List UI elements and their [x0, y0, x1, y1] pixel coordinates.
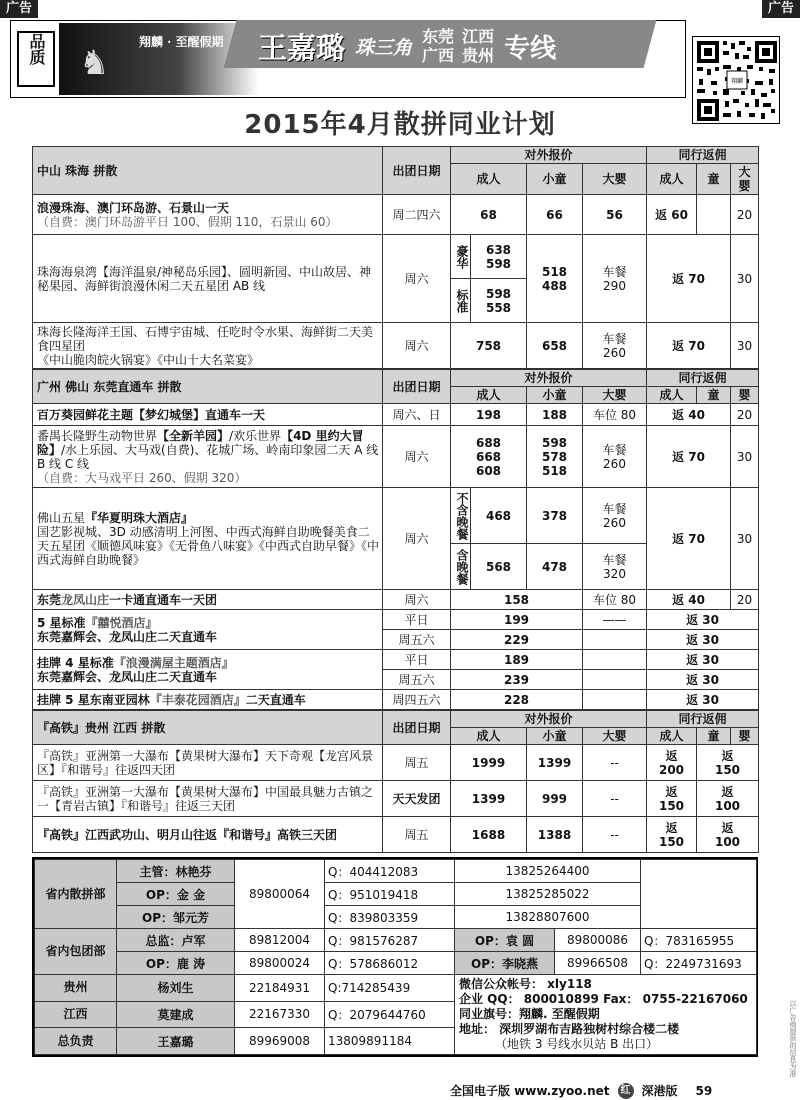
adult-price: 68 — [451, 195, 527, 235]
logo-text: 翔麟 · 至醒假期 — [139, 35, 224, 49]
table-row — [33, 195, 759, 235]
adult-price: 758 — [451, 323, 527, 369]
contact-role: OP：袁 圆 — [455, 929, 555, 952]
region-label: 总负责 — [35, 1028, 117, 1055]
infant-price: 车位 80 — [583, 404, 647, 426]
empty-cell — [641, 860, 757, 929]
ad-label-left: 广告 — [0, 0, 38, 18]
company-qq-fax: 企业 QQ： 800010899 Fax： 0755-22167060 — [459, 992, 748, 1006]
infant-price: 车餐 260 — [583, 323, 647, 369]
contact-qq: Q：2249731693 — [641, 952, 757, 975]
contact-role: OP：李晓燕 — [455, 952, 555, 975]
route-item: 贵州 — [462, 46, 495, 65]
badge-icon: 红 — [618, 1083, 634, 1099]
brand-name: 王嘉璐 — [258, 30, 346, 65]
contact-tel: 89800064 — [235, 860, 325, 929]
rebate-adult: 返 70 — [647, 426, 731, 488]
adult-price: 1999 — [451, 745, 527, 781]
rebate-adult: 返 30 — [647, 650, 759, 670]
rebate-adult: 返 70 — [647, 323, 731, 369]
infant-price: -- — [583, 781, 647, 817]
infant-price: -- — [583, 745, 647, 781]
price-column-header: 对外报价 — [451, 711, 647, 728]
col-rebate-adult: 成人 — [647, 728, 697, 745]
rebate-infant: 20 — [731, 590, 759, 610]
date-cell: 周六 — [383, 488, 451, 590]
date-cell: 周六 — [383, 426, 451, 488]
dept-label: 省内包团部 — [35, 929, 117, 975]
col-child: 小童 — [527, 387, 583, 404]
contact-qq: Q:714285439 — [325, 975, 455, 1002]
rebate-adult: 返 40 — [647, 590, 731, 610]
table-guangzhou-foshan — [32, 369, 759, 710]
child-price: 66 — [527, 195, 583, 235]
infant-price: —— — [583, 610, 647, 630]
col-child: 小童 — [527, 728, 583, 745]
contact-tel: 22184931 — [235, 975, 325, 1002]
infant-price — [583, 670, 647, 690]
side-note: 以广告商提供的信息为准 — [789, 1000, 797, 1077]
contact-name: 杨刘生 — [117, 975, 235, 1002]
table-high-speed-rail — [32, 710, 759, 853]
contact-tel: 89800024 — [235, 952, 325, 975]
contact-name: 王嘉璐 — [117, 1028, 235, 1055]
route-cell: 佛山五星『华夏明珠大酒店』 国艺影视城、3D 动感清明上河图、中西式海鲜自助晚餐美食二天五星团《顺德风味宴》《无骨鱼八味宴》《中西式自助早餐》《中西式海鲜自助晚餐》 — [33, 488, 383, 590]
option-label: 不含晚餐 — [451, 488, 471, 544]
route-cell: 珠海海泉湾【海洋温泉/神秘岛乐园】、圆明新园、中山故居、神秘果园、海鲜街浪漫休闲二天五星团 AB 线 — [33, 235, 383, 323]
date-cell: 周五 — [383, 745, 451, 781]
rebate-adult: 返 60 — [647, 195, 697, 235]
contact-role: OP：邹元芳 — [117, 906, 235, 929]
table-row — [33, 590, 759, 610]
infant-price: 56 — [583, 195, 647, 235]
col-infant: 大婴 — [583, 387, 647, 404]
date-cell: 周六、日 — [383, 404, 451, 426]
infant-price: 车餐 320 — [583, 544, 647, 590]
footer-site-link[interactable]: 全国电子版 www.zyoo.net — [450, 1084, 610, 1098]
adult-price: 598 558 — [471, 279, 527, 323]
contact-role: OP：金 金 — [117, 883, 235, 906]
rebate-adult: 返 150 — [647, 781, 697, 817]
child-price: 188 — [527, 404, 583, 426]
route-cell: 挂牌 5 星东南亚园林『丰泰花园酒店』二天直通车 — [33, 690, 383, 710]
col-adult: 成人 — [451, 387, 527, 404]
rebate-infant: 20 — [731, 195, 759, 235]
adult-price: 229 — [451, 630, 583, 650]
wechat-account: 微信公众帐号： xly118 — [459, 977, 592, 991]
rebate-adult: 返 30 — [647, 630, 759, 650]
contact-role: OP：鹿 涛 — [117, 952, 235, 975]
price-tables — [32, 146, 758, 853]
infant-price: 车餐 260 — [583, 426, 647, 488]
page-title: 2015年4月散拼同业计划 — [244, 110, 556, 140]
date-cell: 周六 — [383, 235, 451, 323]
contact-name: 莫建成 — [117, 1001, 235, 1028]
section-title: 『高铁』贵州 江西 拼散 — [33, 711, 383, 745]
rebate-adult: 返 30 — [647, 670, 759, 690]
adult-price: 468 — [471, 488, 527, 544]
adult-price: 239 — [451, 670, 583, 690]
child-price: 378 — [527, 488, 583, 544]
adult-price: 158 — [451, 590, 583, 610]
child-price: 598 578 518 — [527, 426, 583, 488]
child-price: 1399 — [527, 745, 583, 781]
rebate-column-header: 同行返佣 — [647, 370, 759, 387]
infant-price: 车位 80 — [583, 590, 647, 610]
rebate-adult: 返 150 — [647, 817, 697, 853]
rebate-column-header: 同行返佣 — [647, 711, 759, 728]
contact-tel: 89800086 — [555, 929, 641, 952]
table-row — [33, 488, 759, 544]
route-cell: 『高铁』亚洲第一大瀑布【黄果树大瀑布】天下奇观【龙宫风景区】『和谐号』往返四天团 — [33, 745, 383, 781]
col-rebate-child: 童 — [697, 387, 731, 404]
route-cell: 5 星标准『囍悦酒店』 东莞嘉辉会、龙凤山庄二天直通车 — [33, 610, 383, 650]
rebate-adult: 返 200 — [647, 745, 697, 781]
table-row — [33, 650, 759, 670]
route-item: 东莞 — [422, 27, 455, 46]
section-title: 广州 佛山 东莞直通车 拼散 — [33, 370, 383, 404]
date-cell: 周六 — [383, 590, 451, 610]
section-title: 中山 珠海 拼散 — [33, 147, 383, 195]
rebate-child: 返 150 — [697, 745, 759, 781]
date-column-header: 出团日期 — [383, 711, 451, 745]
child-price: 658 — [527, 323, 583, 369]
address: 地址： 深圳罗湖布吉路独树村综合楼二楼 — [459, 1022, 680, 1036]
table-row — [33, 235, 759, 279]
adult-price: 198 — [451, 404, 527, 426]
company-info — [455, 975, 757, 1055]
contact-tel: 89969008 — [235, 1028, 325, 1055]
date-cell: 平日 — [383, 650, 451, 670]
col-infant: 大婴 — [583, 164, 647, 195]
table-row — [33, 817, 759, 853]
option-label: 含晚餐 — [451, 544, 471, 590]
route-item: 广西 — [422, 46, 455, 65]
quality-badge: 品质 — [17, 31, 55, 87]
rebate-adult: 返 40 — [647, 404, 731, 426]
svg-text:翔麟: 翔麟 — [730, 78, 744, 85]
infant-price — [583, 630, 647, 650]
route-list — [422, 27, 494, 65]
page-number: 59 — [695, 1083, 713, 1098]
horse-logo-icon: ♞ — [79, 43, 110, 83]
route-cell: 浪漫珠海、澳门环岛游、石景山一天 （自费：澳门环岛游平日 100、假期 110，石景山 60） — [33, 195, 383, 235]
rebate-adult: 返 30 — [647, 690, 759, 710]
table-row — [33, 610, 759, 630]
route-cell: 百万葵园鲜花主题【梦幻城堡】直通车一天 — [33, 404, 383, 426]
contact-mobile: 13825264400 — [455, 860, 641, 883]
date-cell: 周五六 — [383, 630, 451, 650]
ad-label-right: 广告 — [762, 0, 800, 18]
banner-content — [258, 24, 556, 68]
contact-qq: Q：783165955 — [641, 929, 757, 952]
table-row — [33, 323, 759, 369]
page-footer — [450, 1082, 800, 1099]
price-column-header: 对外报价 — [451, 147, 647, 164]
route-item: 江西 — [462, 27, 495, 46]
date-column-header: 出团日期 — [383, 370, 451, 404]
adult-price: 568 — [471, 544, 527, 590]
adult-price: 228 — [451, 690, 583, 710]
qr-code-icon[interactable] — [692, 36, 780, 124]
infant-price — [583, 690, 647, 710]
dept-label: 省内散拼部 — [35, 860, 117, 929]
table-row — [33, 404, 759, 426]
rebate-infant: 20 — [731, 404, 759, 426]
contact-mobile: 13809891184 — [325, 1028, 455, 1055]
date-cell: 周四五六 — [383, 690, 451, 710]
adult-price: 199 — [451, 610, 583, 630]
col-rebate-adult: 成人 — [647, 387, 697, 404]
contact-mobile: 13825285022 — [455, 883, 641, 906]
contact-qq: Q：578686012 — [325, 952, 455, 975]
option-label: 标准 — [451, 279, 471, 323]
route-cell: 番禺长隆野生动物世界【全新羊园】/欢乐世界【4D 里约大冒险】/水上乐园、大马戏(自费)、花城广场、岭南印象园二天 A 线 B 线 C 线 （自费：大马戏平日 260、假期 320） — [33, 426, 383, 488]
table-zhongshan-zhuhai — [32, 146, 759, 369]
col-child: 小童 — [527, 164, 583, 195]
contact-qq: Q：981576287 — [325, 929, 455, 952]
col-adult: 成人 — [451, 728, 527, 745]
contact-qq: Q：951019418 — [325, 883, 455, 906]
brand-region: 珠三角 — [355, 36, 413, 59]
table-row — [33, 781, 759, 817]
date-cell: 周五六 — [383, 670, 451, 690]
col-rebate-infant: 大婴 — [731, 164, 759, 195]
infant-price — [583, 650, 647, 670]
adult-price: 638 598 — [471, 235, 527, 279]
adult-price: 1399 — [451, 781, 527, 817]
contact-tel: 89966508 — [555, 952, 641, 975]
rebate-infant: 30 — [731, 488, 759, 590]
rebate-adult: 返 70 — [647, 235, 731, 323]
address-note: （地铁 3 号线水贝站 B 出口） — [495, 1037, 659, 1051]
rebate-child — [697, 195, 731, 235]
rebate-child: 返 100 — [697, 781, 759, 817]
col-rebate-infant: 婴 — [731, 728, 759, 745]
date-cell: 周六 — [383, 323, 451, 369]
region-label: 江西 — [35, 1001, 117, 1028]
infant-price: 车餐 260 — [583, 488, 647, 544]
table-row — [33, 690, 759, 710]
child-price: 478 — [527, 544, 583, 590]
col-rebate-infant: 婴 — [731, 387, 759, 404]
rebate-column-header: 同行返佣 — [647, 147, 759, 164]
infant-price: -- — [583, 817, 647, 853]
adult-price: 688 668 608 — [451, 426, 527, 488]
date-cell: 天天发团 — [383, 781, 451, 817]
footer-edition: 深港版 — [641, 1084, 678, 1098]
contact-block — [32, 857, 758, 1057]
table-row — [33, 745, 759, 781]
route-cell: 『高铁』江西武功山、明月山往返『和谐号』高铁三天团 — [33, 817, 383, 853]
child-price: 518 488 — [527, 235, 583, 323]
line-label: 专线 — [504, 33, 557, 64]
col-rebate-child: 童 — [697, 728, 731, 745]
rebate-infant: 30 — [731, 426, 759, 488]
contact-qq: Q：404412083 — [325, 860, 455, 883]
child-price: 999 — [527, 781, 583, 817]
rebate-infant: 30 — [731, 235, 759, 323]
contact-qq: Q：839803359 — [325, 906, 455, 929]
brand-banner: 同业旗号：翔麟. 至醒假期 — [459, 1007, 600, 1021]
rebate-adult: 返 30 — [647, 610, 759, 630]
col-adult: 成人 — [451, 164, 527, 195]
route-cell: 『高铁』亚洲第一大瀑布【黄果树大瀑布】中国最具魅力古镇之一【青岩古镇】『和谐号』往返三天团 — [33, 781, 383, 817]
rebate-infant: 30 — [731, 323, 759, 369]
option-label: 豪华 — [451, 235, 471, 279]
route-cell: 挂牌 4 星标准『浪漫满屋主题酒店』 东莞嘉辉会、龙凤山庄二天直通车 — [33, 650, 383, 690]
contact-tel: 89812004 — [235, 929, 325, 952]
contact-mobile: 13828807600 — [455, 906, 641, 929]
date-cell: 平日 — [383, 610, 451, 630]
contact-role: 主管：林艳芬 — [117, 860, 235, 883]
col-infant: 大婴 — [583, 728, 647, 745]
child-price: 1388 — [527, 817, 583, 853]
adult-price: 1688 — [451, 817, 527, 853]
price-column-header: 对外报价 — [451, 370, 647, 387]
table-row — [33, 426, 759, 488]
date-column-header: 出团日期 — [383, 147, 451, 195]
route-cell: 东莞龙凤山庄一卡通直通车一天团 — [33, 590, 383, 610]
date-cell: 周二四六 — [383, 195, 451, 235]
col-rebate-child: 童 — [697, 164, 731, 195]
infant-price: 车餐 290 — [583, 235, 647, 323]
date-cell: 周五 — [383, 817, 451, 853]
col-rebate-adult: 成人 — [647, 164, 697, 195]
rebate-child: 返 100 — [697, 817, 759, 853]
contact-tel: 22167330 — [235, 1001, 325, 1028]
contact-qq: Q：2079644760 — [325, 1001, 455, 1028]
contact-role: 总监：卢军 — [117, 929, 235, 952]
adult-price: 189 — [451, 650, 583, 670]
route-cell: 珠海长隆海洋王国、石博宇宙城、任吃时令水果、海鲜街二天美食四星团 《中山脆肉皖火锅宴》《中山十大名菜宴》 — [33, 323, 383, 369]
rebate-adult: 返 70 — [647, 488, 731, 590]
region-label: 贵州 — [35, 975, 117, 1002]
